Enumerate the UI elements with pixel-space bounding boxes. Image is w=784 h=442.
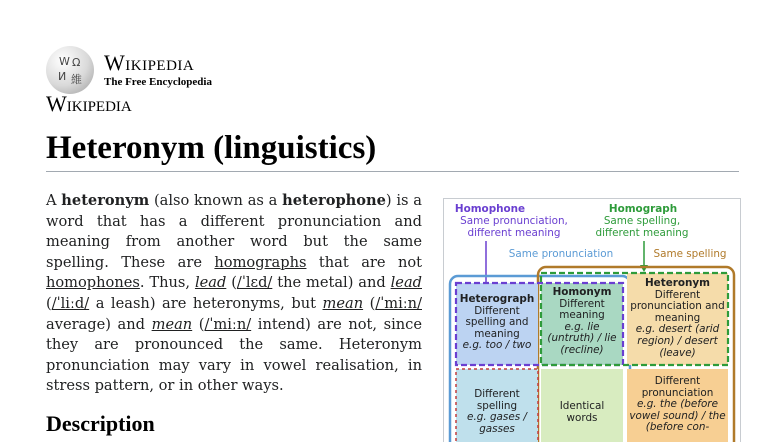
intro-link[interactable]: homophones [46,274,140,292]
intro-text-segment: A [46,192,62,209]
site-wordmark[interactable]: Wikipedia [46,91,132,116]
intro-text-segment: a leash) are heteronyms, but [89,294,323,312]
intro-link[interactable]: homographs [214,253,307,271]
intro-link-italic[interactable]: mean [151,315,193,333]
homonym-label [541,287,623,357]
heterograph-label [456,294,538,352]
homonym-example: e.g. lie (untruth) / lie (recline) [547,320,617,356]
intro-text-segment: ( [46,294,52,312]
intro-bold-term: heterophone [282,192,386,209]
intro-text-segment: ) is a word that has a different pronunciation and meaning from another word but the same spelling. These are [46,192,422,271]
globe-glyph: W [59,55,70,68]
intro-bold-term: heteronym [61,192,150,209]
identical-words-label [552,401,612,424]
intro-text-segment: that are not [306,253,422,271]
heterograph-example: e.g. too / two [462,339,532,352]
intro-text-segment: (also known as a [149,192,283,209]
intro-link[interactable]: /ˈmiːn/ [204,315,252,333]
intro-paragraph [46,191,422,397]
intro-link[interactable]: /ˈliːd/ [51,294,90,312]
intro-link[interactable]: /ˈlɛd/ [236,274,273,292]
intro-link-italic[interactable]: mean [322,294,364,312]
heteronym-title: Heteronym [644,277,711,289]
homograph-description: Same spelling, different meaning [595,215,689,239]
globe-glyph: Ω [72,56,81,69]
homophone-title: Homophone [454,203,526,215]
heterograph-title: Heterograph [459,293,535,305]
wikipedia-logo[interactable] [46,46,256,90]
identical-words-text: Identical words [559,400,605,424]
logo-tagline: The Free Encyclopedia [104,76,212,88]
different-spelling-example: e.g. gases / gasses [467,411,527,435]
intro-text-segment: intend) are not, since they are pronounced the same. Heteronym pronunciation may vary in vowel realisation, in stress pattern, or in other ways. [46,315,422,395]
homophone-description: Same pronunciation, different meaning [460,215,568,239]
heteronym-label [629,278,726,359]
globe-glyph: 維 [71,73,82,86]
section-heading-description: Description [46,411,155,436]
same-pronunciation-label: Same pronunciation [508,248,614,260]
homonym-description: Different meaning [559,297,605,322]
heteronym-venn-diagram[interactable] [443,198,741,442]
different-pronunciation-description: Different pronunciation [641,375,714,399]
title-divider [46,171,739,172]
intro-link[interactable]: /ˈmiːn/ [375,294,422,312]
different-pronunciation-label [629,376,726,434]
same-spelling-label: Same spelling [653,248,727,260]
homograph-title: Homograph [608,203,678,215]
heteronym-example: e.g. desert (arid region) / desert (leave) [635,323,720,359]
globe-glyph: И [58,70,67,83]
intro-text-segment: ( [363,294,376,312]
different-spelling-label [458,389,536,435]
different-spelling-description: Different spelling [474,388,520,412]
intro-text-segment: ( [226,274,237,292]
logo-wordmark: Wikipedia [104,50,195,75]
intro-link-italic[interactable]: lead [194,274,227,292]
puzzle-globe-icon [46,46,94,94]
intro-link-italic[interactable]: lead [390,274,422,292]
intro-text-segment: . Thus, [139,274,195,292]
intro-text-segment: the metal) and [272,274,391,292]
page-title: Heteronym (linguistics) [46,130,377,166]
homonym-title: Homonym [552,286,612,298]
different-pronunciation-example: e.g. the (before vowel sound) / the (before con- [629,398,726,434]
intro-text-segment: average) and [46,315,152,333]
heterograph-description: Different spelling and meaning [465,304,529,340]
intro-text-segment: ( [192,315,205,333]
heteronym-description: Different pronunciation and meaning [630,288,725,324]
